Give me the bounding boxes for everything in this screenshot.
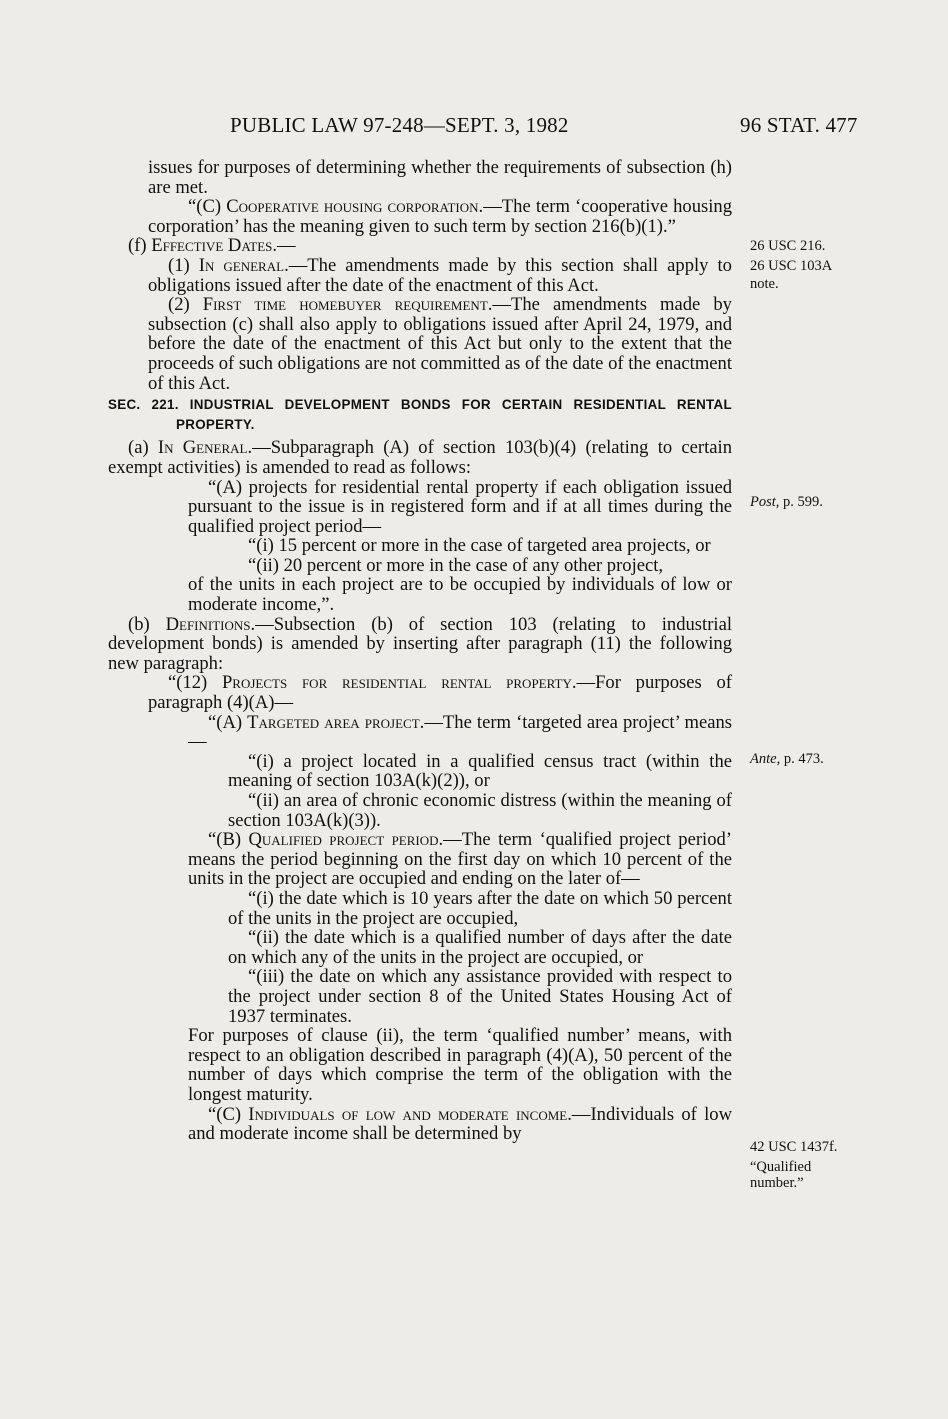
para-12-B-for-purposes: For purposes of clause (ii), the term ‘qualified number’ means, with respect to an obligation described in paragraph (4)(A), 50 percent of the number of days which comprise the term of the obligation with the longest maturity. — [188, 1025, 732, 1105]
para-issues: issues for purposes of determining whether the requirements of subsection (h) are met. — [148, 157, 732, 198]
para-12-C-individuals: “(C) Individuals of low and moderate income.—Individuals of low and moderate income shall be determined by — [188, 1103, 733, 1145]
margin-note-number: number.” — [750, 1175, 804, 1191]
margin-note-post-p599: Post, p. 599. — [750, 494, 823, 510]
para-12-B-i: “(i) the date which is 10 years after the date on which 50 percent of the units in the project are occupied, — [228, 887, 732, 929]
para-f1-in-general: (1) In general.—The amendments made by this section shall apply to obligations issued after the date of the enactment of this Act. — [148, 254, 732, 296]
para-12-B-qualified-period: “(B) Qualified project period.—The term ‘qualified project period’ means the period beginning on the first day on which 10 percent of the units in the project are occupied and ending on the later of— — [188, 829, 732, 890]
para-a-A: “(A) projects for residential rental property if each obligation issued pursuant to the issue is in registered form and if at all times during the qualified project period— — [188, 476, 732, 537]
para-a-ii: “(ii) 20 percent or more in the case of any other project, — [248, 554, 664, 576]
para-12-B-iii: “(iii) the date on which any assistance provided with respect to the project under section 8 of the United States Housing Act of 1937 terminates. — [228, 966, 732, 1027]
para-a-in-general: (a) In General.—Subparagraph (A) of section 103(b)(4) (relating to certain exempt activities) is amended to read as follows: — [108, 437, 732, 478]
running-header-title: PUBLIC LAW 97-248—SEPT. 3, 1982 — [230, 113, 569, 137]
para-12-A-targeted: “(A) Targeted area project.—The term ‘targeted area project’ means— — [188, 711, 732, 753]
para-12-projects: “(12) Projects for residential rental property.—For purposes of paragraph (4)(A)— — [148, 672, 732, 714]
para-b-definitions: (b) Definitions.—Subsection (b) of section 103 (relating to industrial development bonds) is amended by inserting after paragraph (11) the following new paragraph: — [108, 613, 732, 674]
margin-note-qualified: “Qualified — [750, 1159, 812, 1175]
margin-note-26usc103a: 26 USC 103A — [750, 258, 833, 274]
para-12-B-ii: “(ii) the date which is a qualified number of days after the date on which any of the units in the project are occupied, or — [228, 927, 732, 968]
para-a-of-units: of the units in each project are to be occupied by individuals of low or moderate income,”. — [188, 574, 732, 616]
para-a-i: “(i) 15 percent or more in the case of targeted area projects, or — [248, 535, 711, 557]
para-f-effective-dates: (f) Effective Dates.— — [128, 235, 296, 257]
section-heading-221: SEC. 221. INDUSTRIAL DEVELOPMENT BONDS FOR CERTAIN RESIDENTIAL RENTAL PROPERTY. — [108, 397, 732, 432]
margin-note-note: note. — [750, 276, 779, 292]
statute-body — [108, 158, 732, 1144]
para-12-A-i: “(i) a project located in a qualified census tract (within the meaning of section 103A(k)(2)), or — [228, 750, 732, 792]
para-c-cooperative: “(C) Cooperative housing corporation.—The term ‘cooperative housing corporation’ has the meaning given to such term by section 216(b)(1).” — [148, 196, 732, 237]
running-header-stat-page: 96 STAT. 477 — [740, 113, 858, 137]
para-f2-first-time: (2) First time homebuyer requirement.—The amendments made by subsection (c) shall also apply to obligations issued after April 24, 1979, and before the date of the enactment of this Act but only to the extent that the proceeds of such obligations are not committed as of the date of the enactment of this Act. — [148, 294, 732, 394]
margin-note-26usc216: 26 USC 216. — [750, 238, 826, 254]
margin-note-42usc1437f: 42 USC 1437f. — [750, 1139, 838, 1155]
para-12-A-ii: “(ii) an area of chronic economic distress (within the meaning of section 103A(k)(3)). — [228, 790, 732, 831]
margin-note-ante-p473: Ante, p. 473. — [750, 751, 824, 767]
